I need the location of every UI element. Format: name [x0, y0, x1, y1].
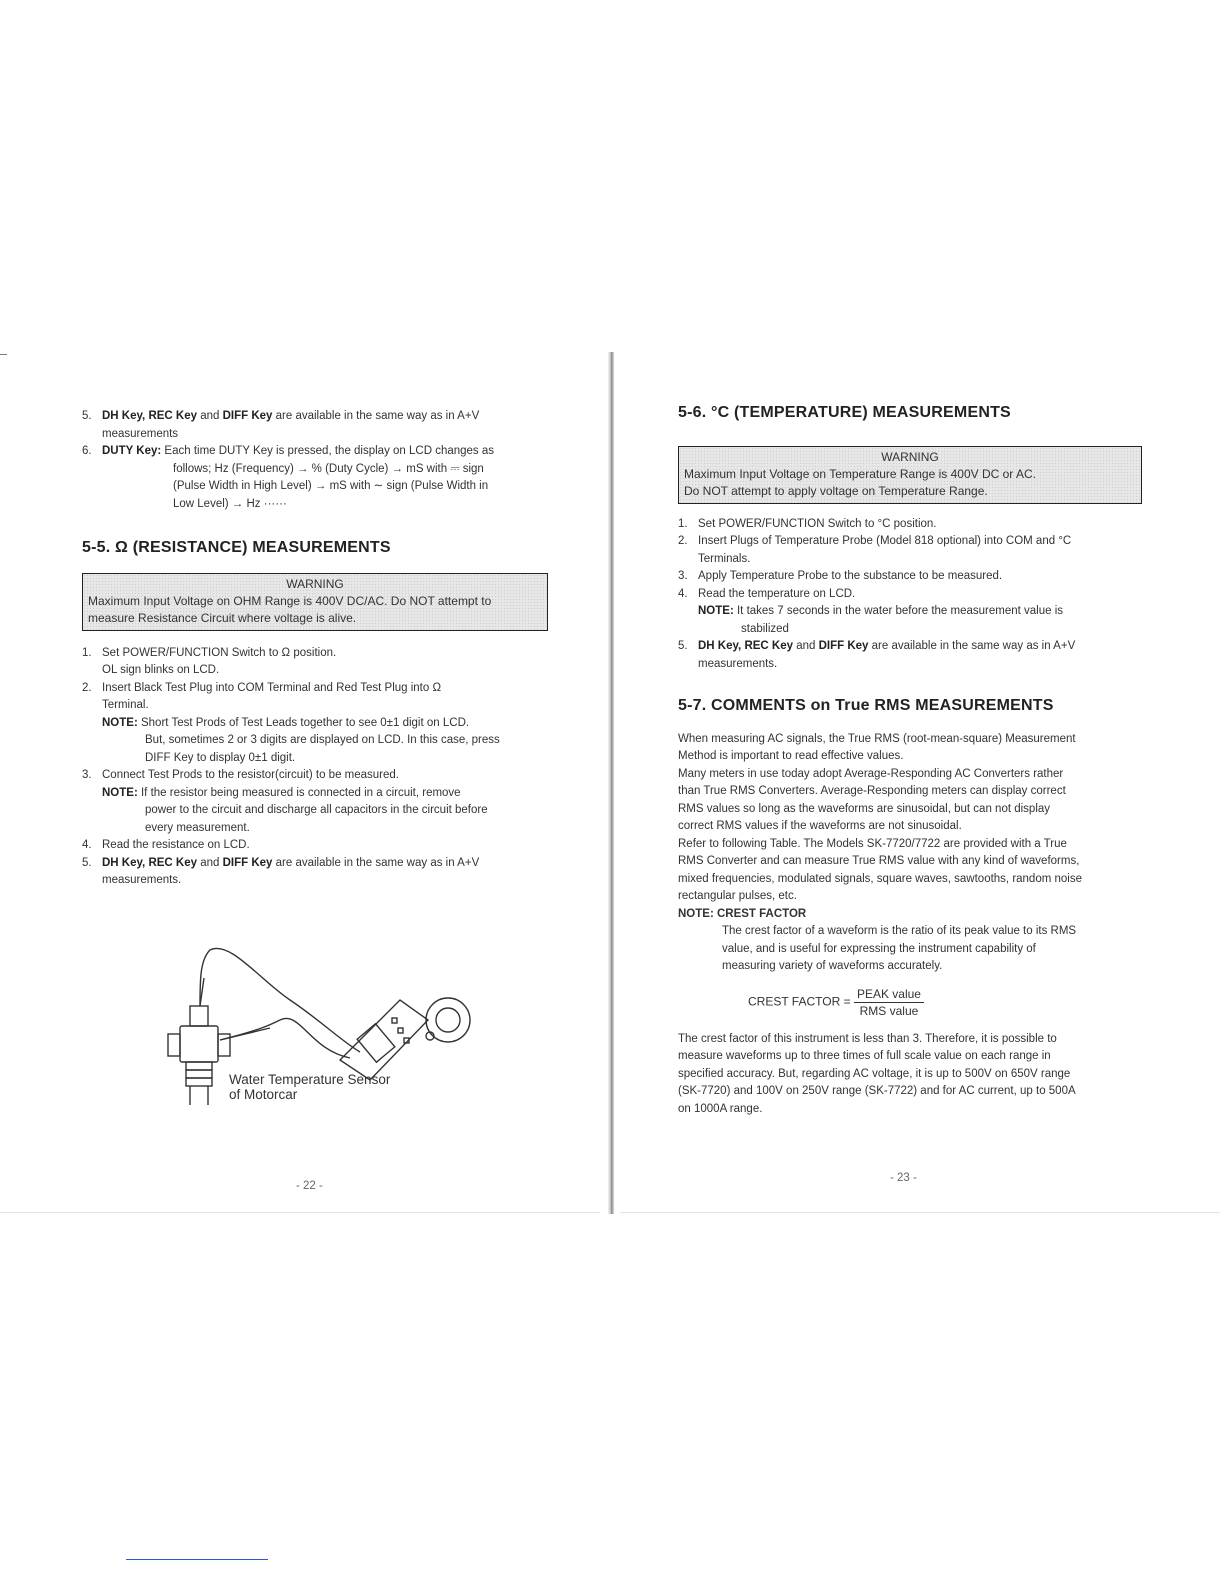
paragraph-line: mixed frequencies, modulated signals, square waves, sawtooths, random noise	[678, 872, 1082, 885]
note-block	[102, 785, 548, 838]
page-number-left: - 22 -	[296, 1180, 323, 1192]
step-text: Read the temperature on LCD.	[698, 587, 856, 600]
formula-numerator: PEAK value	[854, 986, 924, 1003]
note-text: Short Test Prods of Test Leads together to see 0±1 digit on LCD.	[140, 716, 470, 729]
diff-key-label: DIFF Key	[222, 410, 273, 422]
figure-caption-line: Water Temperature Sensor	[229, 1072, 391, 1087]
note-text: But, sometimes 2 or 3 digits are displayed on LCD. In this case, press	[145, 734, 500, 746]
page-number-right: - 23 -	[890, 1172, 917, 1184]
note-text: every measurement.	[145, 821, 250, 834]
clamp-meter-body	[340, 1000, 428, 1080]
step-text: measurements.	[102, 874, 182, 886]
paragraph-line: measure waveforms up to three times of full scale value on each range in	[678, 1050, 1051, 1062]
warning-line: Maximum Input Voltage on OHM Range is 400V DC/AC. Do NOT attempt to	[88, 593, 492, 608]
step-number: 1.	[678, 517, 688, 530]
note-label: NOTE:	[102, 786, 138, 799]
resistance-step-3	[82, 767, 548, 837]
temperature-step-4	[678, 586, 1142, 639]
temperature-step-2	[678, 533, 1142, 568]
paragraph-line: Many meters in use today adopt Average-Responding AC Converters rather	[678, 767, 1064, 780]
sensor-thread-1	[186, 1062, 212, 1070]
resistance-step-5	[82, 855, 548, 890]
warning-title: WARNING	[286, 576, 344, 591]
figure-caption-line: of Motorcar	[229, 1087, 298, 1102]
temperature-steps	[678, 516, 1142, 674]
clamp-jaw-outer	[426, 998, 470, 1042]
paragraph-line: than True RMS Converters. Average-Responding meters can display correct	[678, 785, 1066, 797]
step-text: Terminal.	[102, 699, 149, 711]
item-text-cont: Low Level) → Hz ······	[173, 497, 287, 510]
step-text: are available in the same way as in A+V	[868, 640, 1076, 652]
note-text: DIFF Key to display 0±1 digit.	[145, 751, 296, 764]
paragraph-line: Method is important to read effective values.	[678, 750, 904, 762]
formula-lhs: CREST FACTOR =	[748, 994, 851, 1009]
step-number: 2.	[678, 535, 688, 547]
crest-factor-formula	[678, 986, 1142, 1019]
paragraph-line: The crest factor of a waveform is the ratio of its peak value to its RMS	[722, 925, 1077, 937]
clamp-jaw-inner	[436, 1008, 460, 1032]
step-number: 1.	[82, 646, 92, 659]
paragraph-line: RMS values so long as the waveforms are sinusoidal, but can not display	[678, 802, 1051, 815]
temperature-step-5	[678, 638, 1142, 673]
diff-key-label: DIFF Key	[222, 856, 273, 869]
sensor-thread-2	[186, 1070, 212, 1078]
section-heading-resistance: 5-5. Ω (RESISTANCE) MEASUREMENTS	[82, 539, 391, 556]
warning-box-ohm	[82, 573, 548, 631]
note-block	[698, 603, 1142, 638]
step-number: 2.	[82, 681, 92, 694]
section-heading-temperature: 5-6. °C (TEMPERATURE) MEASUREMENTS	[678, 404, 1011, 421]
link-underline	[126, 1559, 268, 1560]
note-label: NOTE:	[698, 605, 734, 617]
warning-box-temperature	[678, 446, 1142, 504]
note-label: NOTE:	[102, 716, 138, 729]
paragraph-line: When measuring AC signals, the True RMS (root-mean-square) Measurement	[678, 732, 1076, 745]
note-block	[102, 715, 548, 768]
resistance-step-2	[82, 680, 548, 768]
left-item-6	[82, 443, 548, 513]
paragraph-line: RMS Converter and can measure True RMS value with any kind of waveforms,	[678, 855, 1080, 867]
step-text: Connect Test Prods to the resistor(circuit) to be measured.	[102, 769, 400, 781]
formula-fraction	[854, 986, 924, 1019]
clamp-meter-display	[357, 1024, 395, 1062]
paragraph-line: The crest factor of this instrument is less than 3. Therefore, it is possible to	[678, 1032, 1057, 1045]
resistance-step-4	[82, 837, 548, 855]
step-number: 4.	[678, 587, 688, 600]
paragraph-line: Refer to following Table. The Models SK-7720/7722 are provided with a True	[678, 837, 1067, 850]
step-text: Insert Black Test Plug into COM Terminal and Red Test Plug into Ω	[102, 681, 442, 694]
step-text: Apply Temperature Probe to the substance to be measured.	[698, 570, 1003, 582]
paragraph-line: correct RMS values if the waveforms are not sinusoidal.	[678, 820, 962, 832]
paragraph-line: measuring variety of waveforms accurately.	[722, 960, 943, 972]
item-text-cont: measurements	[102, 427, 179, 440]
right-page	[678, 404, 1142, 1118]
temperature-step-1	[678, 516, 1142, 534]
step-text: Set POWER/FUNCTION Switch to °C position.	[698, 517, 937, 530]
step-number: 4.	[82, 839, 92, 851]
warning-title: WARNING	[881, 449, 939, 464]
step-number: 5.	[678, 640, 688, 652]
diff-key-label: DIFF Key	[818, 640, 869, 652]
left-item-5	[82, 408, 548, 443]
item-number: 6.	[82, 445, 92, 457]
item-text-cont: (Pulse Width in High Level) → mS with ∼ sign (Pulse Width in	[173, 480, 489, 492]
crest-factor-note	[678, 906, 1142, 976]
test-lead-wire-1	[200, 948, 360, 1052]
page-gutter	[608, 352, 614, 1214]
figure-caption	[229, 1072, 390, 1102]
resistance-steps	[82, 645, 548, 890]
right-page-bottom-edge	[620, 1212, 1220, 1213]
item-number: 5.	[82, 410, 92, 422]
step-number: 3.	[82, 769, 92, 781]
paragraph-line: value, and is useful for expressing the instrument capability of	[722, 942, 1036, 955]
crest-factor-note-label: NOTE: CREST FACTOR	[678, 907, 807, 920]
step-text: and	[197, 856, 223, 869]
step-text: measurements.	[698, 657, 778, 670]
warning-line: measure Resistance Circuit where voltage is alive.	[88, 610, 357, 625]
sensor-cap	[190, 1006, 208, 1026]
rms-paragraph-2	[678, 1031, 1142, 1119]
paragraph-line: (SK-7720) and 100V on 250V range (SK-7722) and for AC current, up to 500A	[678, 1085, 1076, 1097]
sensor-side-left	[168, 1034, 180, 1056]
item-text: and	[197, 410, 223, 422]
step-number: 5.	[82, 856, 92, 869]
step-text: Read the resistance on LCD.	[102, 839, 250, 851]
sensor-hex-body	[180, 1026, 218, 1062]
crest-factor-note-body	[678, 923, 1142, 976]
temperature-step-3	[678, 568, 1142, 586]
left-page	[82, 408, 548, 890]
item-text: Each time DUTY Key is pressed, the display on LCD changes as	[161, 445, 495, 457]
clamp-meter-button	[398, 1028, 403, 1033]
step-text: Insert Plugs of Temperature Probe (Model 818 optional) into COM and °C	[698, 535, 1072, 547]
note-text: If the resistor being measured is connected in a circuit, remove	[140, 786, 461, 799]
clamp-meter-button	[392, 1018, 397, 1023]
step-number: 3.	[678, 570, 688, 582]
resistance-step-1	[82, 645, 548, 680]
note-text: It takes 7 seconds in the water before the measurement value is	[736, 605, 1063, 617]
section-heading-true-rms: 5-7. COMMENTS on True RMS MEASUREMENTS	[678, 697, 1054, 714]
step-text: OL sign blinks on LCD.	[102, 664, 220, 676]
step-text: are available in the same way as in A+V	[272, 856, 480, 869]
test-lead-wire-2	[220, 1018, 350, 1058]
formula-denominator: RMS value	[859, 1003, 919, 1018]
note-text: power to the circuit and discharge all capacitors in the circuit before	[145, 804, 488, 816]
page-margin-mark	[0, 354, 7, 355]
paragraph-line: specified accuracy. But, regarding AC voltage, it is up to 500V on 650V range	[678, 1067, 1071, 1080]
paragraph-line: on 1000A range.	[678, 1102, 763, 1115]
duty-key-label: DUTY Key:	[102, 445, 162, 457]
warning-line: Do NOT attempt to apply voltage on Temperature Range.	[684, 483, 988, 498]
dh-rec-key-label: DH Key, REC Key	[698, 640, 794, 652]
warning-line: Maximum Input Voltage on Temperature Range is 400V DC or AC.	[684, 466, 1036, 481]
paragraph-line: rectangular pulses, etc.	[678, 890, 797, 902]
item-text-cont: follows; Hz (Frequency) → % (Duty Cycle) → mS with ⎓ sign	[173, 462, 484, 475]
step-text: Terminals.	[698, 552, 751, 565]
dh-rec-key-label: DH Key, REC Key	[102, 410, 198, 422]
item-text: are available in the same way as in A+V	[272, 410, 480, 422]
rms-paragraph-1	[678, 731, 1142, 906]
dh-rec-key-label: DH Key, REC Key	[102, 856, 198, 869]
note-text: stabilized	[741, 622, 789, 635]
step-text: and	[793, 640, 819, 652]
step-text: Set POWER/FUNCTION Switch to Ω position.	[102, 646, 337, 659]
left-page-bottom-edge	[0, 1212, 600, 1213]
sensor-thread-3	[186, 1078, 212, 1086]
